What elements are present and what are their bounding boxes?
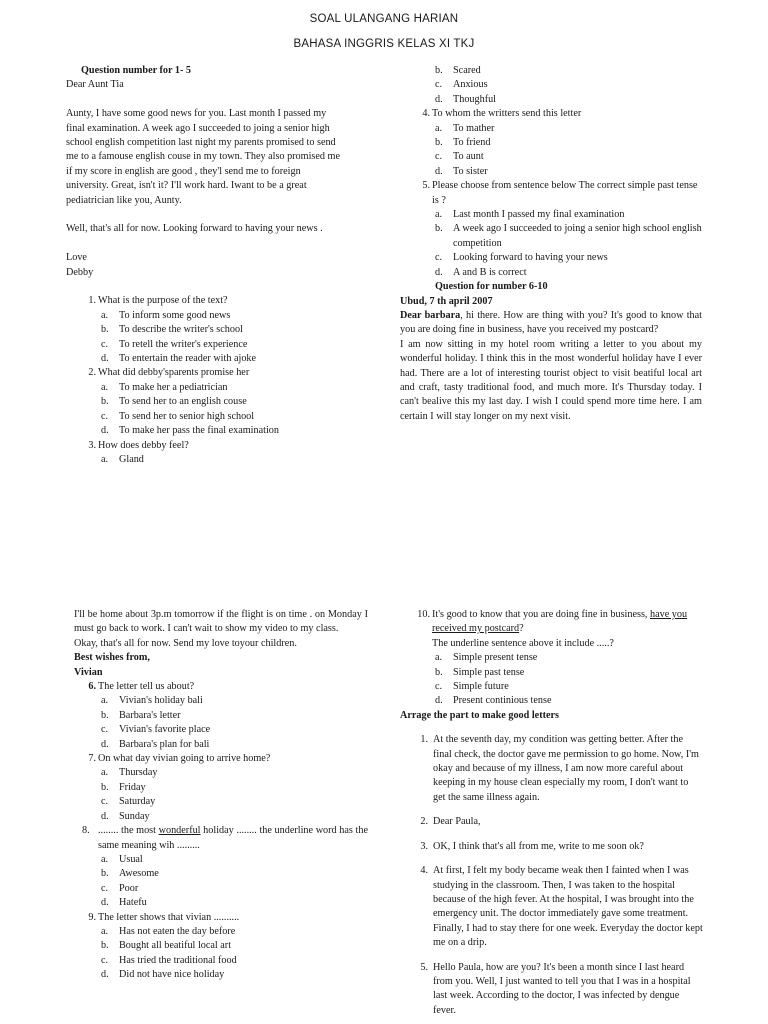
question-4 <box>400 107 702 179</box>
option-letter: d. <box>435 165 443 177</box>
option-text: To inform some good news <box>119 309 231 321</box>
question-number: 6. <box>88 681 96 693</box>
section-heading: Question number for 1- 5 <box>81 65 191 76</box>
option[interactable] <box>66 352 368 366</box>
letter-body <box>66 107 368 208</box>
option[interactable] <box>400 222 702 251</box>
item-text: Dear Paula, <box>433 816 481 828</box>
question-number: 10. <box>417 609 430 620</box>
option-letter: c. <box>435 681 443 693</box>
option-letter: c. <box>101 410 109 422</box>
question-text: The letter tell us about? <box>98 681 195 693</box>
letter-signature: Debby <box>66 266 94 278</box>
option-text: Gland <box>119 453 144 465</box>
option[interactable] <box>66 410 368 424</box>
option[interactable] <box>400 251 702 265</box>
question-text: Please choose from sentence below The correct simple past tense is ? <box>432 180 698 206</box>
option[interactable] <box>400 165 702 179</box>
list-item <box>400 840 703 854</box>
item-text: Hello Paula, how are you? It's been a month since I last heard from you. Well, I just wanted to tell you that I was in a hospital last week. According to the doctor, I was infected by dengue fever. <box>433 961 691 1016</box>
option-text: To aunt <box>453 151 484 163</box>
question-text: ? <box>519 623 524 635</box>
option[interactable] <box>66 810 368 824</box>
section-2-continued <box>74 608 368 983</box>
question-10 <box>400 608 702 709</box>
option-text: Poor <box>119 882 139 894</box>
option[interactable] <box>400 694 702 708</box>
option-text: Usual <box>119 853 143 865</box>
option[interactable] <box>66 381 368 395</box>
question-text: On what day vivian going to arrive home? <box>98 753 271 765</box>
option[interactable] <box>66 896 368 910</box>
letter-line: me to a famouse english couse in my town. They also promised me <box>66 151 340 163</box>
option-text: To send her to an english couse <box>119 396 247 408</box>
question-text: The letter shows that vivian .......... <box>98 911 240 923</box>
option-letter: a. <box>435 122 443 134</box>
question-number: 8. <box>82 825 90 837</box>
option-text: Vivian's holiday bali <box>119 695 203 707</box>
letter-signoff: Love <box>66 252 87 264</box>
question-text: ........ the most <box>98 825 159 837</box>
option[interactable] <box>400 680 702 694</box>
option-letter: d. <box>101 969 109 981</box>
option-text: To retell the writer's experience <box>119 338 248 350</box>
option-letter: c. <box>101 954 109 966</box>
option[interactable] <box>400 150 702 164</box>
letter-paragraph <box>400 309 702 338</box>
option[interactable] <box>400 122 702 136</box>
question-text: What did debby'sparents promise her <box>98 367 250 379</box>
option[interactable] <box>66 968 368 982</box>
letter-line: school english competition last night my parents promised to send <box>66 137 336 149</box>
option-text: Barbara's plan for bali <box>119 738 210 750</box>
option-letter: b. <box>101 396 109 408</box>
option-letter: a. <box>101 453 109 465</box>
letter-line: pediatrician like you, Aunty. <box>66 194 182 206</box>
letter-salutation: Dear barbara <box>400 309 461 321</box>
option-letter: d. <box>435 266 443 278</box>
item-number: 3. <box>420 840 428 852</box>
option-letter: b. <box>435 137 443 149</box>
item-text: At the seventh day, my condition was getting better. After the final check, the doctor gave me permission to go home. Now, I'm okay and because of my illness, I am now more careful about keeping in my house clean especially my room, I don't want to get the same illness again. <box>433 734 699 803</box>
option-text: Sunday <box>119 810 150 822</box>
option[interactable] <box>66 738 368 752</box>
question-number: 5. <box>422 180 430 192</box>
option[interactable] <box>66 867 368 881</box>
letter-closing-paragraph: Well, that's all for now. Looking forward to having your news . <box>66 223 323 235</box>
option-letter: d. <box>101 353 109 365</box>
letter-paragraph: Okay, that's all for now. Send my love toyour children. <box>74 637 297 649</box>
question-text: What is the purpose of the text? <box>98 295 228 307</box>
option-text: Did not have nice holiday <box>119 969 225 981</box>
letter-line: university. Great, isn't it? I'll work hard. Iwant to be a great <box>66 180 307 192</box>
option[interactable] <box>400 666 702 680</box>
option-letter: d. <box>101 738 109 750</box>
option[interactable] <box>66 395 368 409</box>
option[interactable] <box>66 939 368 953</box>
letter-paragraph: I am now sitting in my hotel room writing a letter to you about my wonderful holiday. I think this in the most wonderful holiday have I ever had. There are a lot of interesting tourist object to visit beatiful local art and craft, tasty traditional food, and much more. It's Thursday today. I can't bealive this my last day. I wish I could spend more time here. I am certain I will stay longer on my next visit. <box>400 338 702 422</box>
option-text: Simple future <box>453 681 509 693</box>
option-text: Simple present tense <box>453 652 538 664</box>
option-text: Looking forward to having your news <box>453 252 608 264</box>
question-9 <box>66 911 368 983</box>
section-3 <box>400 608 702 1018</box>
list-item <box>400 733 703 805</box>
question-8 <box>66 824 368 910</box>
question-6 <box>66 680 368 752</box>
option[interactable] <box>66 766 368 780</box>
option-letter: c. <box>101 882 109 894</box>
option-letter: b. <box>101 324 109 336</box>
option[interactable] <box>66 781 368 795</box>
question-text: The underline sentence above it include .....? <box>432 637 614 649</box>
underlined-sentence: have you received my postcard <box>432 609 688 635</box>
option-letter: d. <box>435 695 443 707</box>
option-text: Saturday <box>119 796 156 808</box>
letter-text: , hi there. How are thing with you? It's good to know that you are doing fine in business, have you received my postcard? <box>400 309 703 336</box>
option[interactable] <box>66 694 368 708</box>
option[interactable] <box>66 309 368 323</box>
option-letter: a. <box>101 925 109 937</box>
question-text: To whom the writters send this letter <box>432 108 582 120</box>
question-5 <box>400 179 702 280</box>
option[interactable] <box>400 64 702 78</box>
option-text: Thoughful <box>453 93 497 105</box>
option-text: Hatefu <box>119 897 147 909</box>
question-text: How does debby feel? <box>98 439 189 451</box>
option[interactable] <box>66 338 368 352</box>
option-text: To send her to senior high school <box>119 410 255 422</box>
option[interactable] <box>400 93 702 107</box>
option[interactable] <box>66 709 368 723</box>
option-text: To sister <box>453 165 488 177</box>
option-letter: b. <box>435 666 443 678</box>
item-text: OK, I think that's all from me, write to me soon ok? <box>433 840 644 852</box>
underlined-word: wonderful <box>158 825 201 837</box>
option-text: Bought all beatiful local art <box>119 940 232 952</box>
option-text: Vivian's favorite place <box>119 724 211 736</box>
question-number: 1. <box>88 295 96 307</box>
option-letter: b. <box>101 868 109 880</box>
option-letter: b. <box>101 940 109 952</box>
option-letter: a. <box>101 853 109 865</box>
option-letter: b. <box>435 223 443 235</box>
item-number: 5. <box>420 961 428 973</box>
option[interactable] <box>400 208 702 222</box>
item-number: 1. <box>420 734 428 746</box>
section-1-questions-continued <box>400 64 702 424</box>
option-letter: d. <box>101 425 109 437</box>
question-text: holiday ........ the underline word has the same meaning wih ......... <box>98 825 368 851</box>
option-text: Barbara's letter <box>119 709 181 721</box>
question-number: 7. <box>88 753 96 765</box>
option-text: A and B is correct <box>453 266 527 278</box>
letter-paragraph: I'll be home about 3p.m tomorrow if the flight is on time . on Monday I must go back to work. I can't wait to show my video to my class. <box>74 609 368 635</box>
option[interactable] <box>66 853 368 867</box>
option[interactable] <box>66 882 368 896</box>
option-text: Thursday <box>119 767 158 779</box>
option-letter: d. <box>101 810 109 822</box>
option-text: Has tried the traditional food <box>119 954 237 966</box>
option-letter: a. <box>101 381 109 393</box>
option-letter: a. <box>435 209 443 221</box>
option-letter: d. <box>101 897 109 909</box>
option-text: Last month I passed my final examination <box>453 209 625 221</box>
option[interactable] <box>66 925 368 939</box>
section-1-letter <box>66 64 368 467</box>
option-letter: b. <box>101 781 109 793</box>
option-text: Simple past tense <box>453 666 525 678</box>
letter-line: final examination. A week ago I succeeded to joing a senior high <box>66 122 330 134</box>
section-heading: Arrage the part to make good letters <box>400 709 559 721</box>
letter-signature: Vivian <box>74 666 103 678</box>
option-letter: b. <box>435 65 443 76</box>
letter-date: Ubud, 7 th april 2007 <box>400 295 493 307</box>
page-title: SOAL ULANGANG HARIAN <box>309 13 459 25</box>
question-number: 4. <box>422 108 430 120</box>
option-letter: c. <box>435 151 443 163</box>
question-2 <box>66 366 368 438</box>
option-text: Anxious <box>453 79 488 91</box>
question-number: 2. <box>88 367 96 379</box>
option-letter: c. <box>435 252 443 264</box>
item-number: 2. <box>420 816 428 828</box>
item-text: At first, I felt my body became weak then I fainted when I was studying in the classroom. Then, I was taken to the hospital because of the high fever. At the hospital, I was brought into the emergency unit. The doctor immediately gave some treatment. Finally, I had to stay there for one week. Everyday the doctor kept me on a drip. <box>433 865 703 949</box>
item-number: 4. <box>420 865 428 877</box>
option-text: Friday <box>119 781 146 793</box>
option-letter: c. <box>101 796 109 808</box>
option-text: To make her pass the final examination <box>119 425 279 437</box>
option[interactable] <box>400 266 702 280</box>
question-3 <box>66 439 368 468</box>
option[interactable] <box>66 954 368 968</box>
option[interactable] <box>400 136 702 150</box>
option-letter: d. <box>435 93 443 105</box>
option-letter: a. <box>435 652 443 664</box>
option-text: To friend <box>453 137 491 149</box>
letter-closing: Best wishes from, <box>74 652 150 664</box>
letter-line: Aunty, I have some good news for you. Last month I passed my <box>66 108 327 120</box>
option-text: To describe the writer's school <box>119 324 243 336</box>
option-text: Has not eaten the day before <box>119 925 236 937</box>
option-letter: a. <box>101 695 109 707</box>
option[interactable] <box>66 453 368 467</box>
page-subtitle: BAHASA INGGRIS KELAS XI TKJ <box>293 38 475 50</box>
question-number: 3. <box>88 439 96 451</box>
option[interactable] <box>66 795 368 809</box>
list-item <box>400 815 703 829</box>
option[interactable] <box>66 424 368 438</box>
option[interactable] <box>400 651 702 665</box>
option[interactable] <box>400 78 702 92</box>
question-7 <box>66 752 368 824</box>
list-item <box>400 864 703 950</box>
option-text: To entertain the reader with ajoke <box>119 353 257 365</box>
option-text: To make her a pediatrician <box>119 381 228 393</box>
question-text: It's good to know that you are doing fine in business, <box>432 609 651 620</box>
option-letter: c. <box>435 79 443 91</box>
question-number: 9. <box>88 911 96 923</box>
option-letter: a. <box>101 309 109 321</box>
letter-greeting: Dear Aunt Tia <box>66 79 124 91</box>
option[interactable] <box>66 723 368 737</box>
section-heading: Question for number 6-10 <box>435 281 548 293</box>
option-text: Scared <box>453 65 481 76</box>
option-text: A week ago I succeeded to joing a senior high school english competition <box>453 223 702 249</box>
option-text: Awesome <box>119 868 159 880</box>
letter-line: if my score in english are good , they'l send me to foreign <box>66 165 301 177</box>
option-letter: c. <box>101 338 109 350</box>
option-letter: c. <box>101 724 109 736</box>
option-text: To mather <box>453 122 495 134</box>
list-item <box>400 961 703 1019</box>
option[interactable] <box>66 323 368 337</box>
question-1 <box>66 294 368 366</box>
option-text: Present continious tense <box>453 695 552 707</box>
option-letter: b. <box>101 709 109 721</box>
option-letter: a. <box>101 767 109 779</box>
